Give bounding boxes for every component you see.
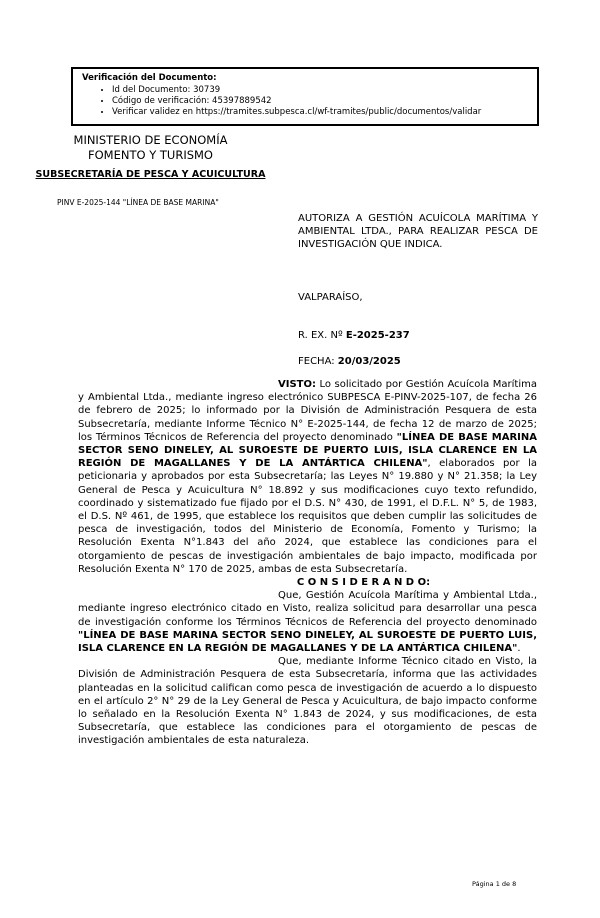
considerando-heading: C O N S I D E R A N D O: [296, 577, 431, 589]
verification-item-url: • Verificar validez en https://tramites.subpesca.cl/wf-tramites/public/documentos/validar [112, 107, 528, 118]
verification-title: Verificación del Documento: [82, 73, 217, 83]
considerando-1-text-after: . [517, 643, 521, 655]
visto-text-after: , elaborados por la peticionaria y aprobados por esta Subsecretaría; las Leyes N° 19.880 y N° 21.358; la Ley General de Pesca y Acuicultura N° 18.892 y sus modificaciones cuyo texto refundido, coordinado y sistematizado fue fijado por el D.S. N° 430, de 1991, el D.F.L. N° 5, de 1983, el D.S. Nº 461, de 1995, que establece los requisitos que deben cumplir las solicitudes de pesca de investigación, todos del Ministerio de Economía, Fomento y Turismo; la Resolución Exenta N°1.843 del año 2024, que establece las condiciones para el otorgamiento de pescas de investigación ambientales de bajo impacto, modificada por Resolución Exenta N° 170 de 2025, ambas de esta Subsecretaría. [78, 458, 537, 575]
considerando-1-project-name: "LÍNEA DE BASE MARINA SECTOR SENO DINELEY, AL SUROESTE DE PUERTO LUIS, ISLA CLARENCE EN LA REGIÓN DE MAGALLANES Y DE LA ANTÁRTICA CHILENA" [78, 629, 537, 655]
ministry-name-line2: FOMENTO Y TURISMO [88, 148, 213, 162]
resolution-number-line [298, 330, 410, 341]
verification-item-document-id: • Id del Documento: 30739 [112, 85, 528, 96]
considerando-paragraph-1 [78, 589, 537, 655]
subsecretaria-name: SUBSECRETARÍA DE PESCA Y ACUICULTURA [35, 169, 266, 180]
considerando-paragraph-2: Que, mediante Informe Técnico citado en Visto, la División de Administración Pesquera de esta Subsecretaría, informa que las actividades planteadas en la solicitud califican como pesca de investigación de acuerdo a lo dispuesto en el artículo 2° N° 29 de la Ley General de Pesca y Acuicultura, de bajo impacto conforme lo señalado en la Resolución Exenta N° 1.843 de 2024, y sus modificaciones, de esta Subsecretaría, que establece las condiciones para el otorgamiento de pescas de investigación ambientales de esta naturaleza. [78, 656, 537, 747]
verification-list [82, 85, 528, 118]
date-label: FECHA: [298, 356, 338, 367]
verification-box [71, 67, 539, 126]
visto-label: VISTO: [278, 379, 316, 390]
page-indicator: Página 1 de 8 [472, 880, 517, 888]
date-value: 20/03/2025 [337, 356, 401, 367]
resolution-number: E-2025-237 [345, 330, 410, 341]
date-line [298, 356, 401, 367]
considerando-1-text-before: Que, Gestión Acuícola Marítima y Ambiental Ltda., mediante ingreso electrónico citado en Visto, realiza solicitud para desarrollar una pesca de investigación conforme los Términos Técnicos de Referencia del proyecto denominado [78, 590, 537, 628]
ministry-name [33, 133, 268, 163]
ministry-name-line1: MINISTERIO DE ECONOMÍA [73, 133, 228, 147]
visto-text-before: Lo solicitado por Gestión Acuícola Marítima y Ambiental Ltda., mediante ingreso electrónico SUBPESCA E-PINV-2025-107, de fecha 26 de febrero de 2025; lo informado por la División de Administración Pesquera de esta Subsecretaría, mediante Informe Técnico N° E-2025-144, de fecha 12 de marzo de 2025; los Términos Técnicos de Referencia del proyecto denominado [78, 379, 537, 443]
resolution-body [78, 378, 537, 748]
city-line: VALPARAÍSO, [298, 292, 363, 303]
verification-item-code: • Código de verificación: 45397889542 [112, 96, 528, 107]
visto-project-name: "LÍNEA DE BASE MARINA SECTOR SENO DINELEY, AL SUROESTE DE PUERTO LUIS, ISLA CLARENCE EN LA REGIÓN DE MAGALLANES Y DE LA ANTÁRTICA CHILENA" [78, 431, 538, 470]
resolution-subject: AUTORIZA A GESTIÓN ACUÍCOLA MARÍTIMA Y AMBIENTAL LTDA., PARA REALIZAR PESCA DE INVESTIGACIÓN QUE INDICA. [298, 213, 538, 250]
resolution-number-label: R. EX. Nº [298, 330, 346, 341]
visto-paragraph [78, 378, 537, 576]
letterhead [33, 133, 268, 181]
project-reference: PINV E-2025-144 "LÍNEA DE BASE MARINA" [57, 198, 219, 207]
